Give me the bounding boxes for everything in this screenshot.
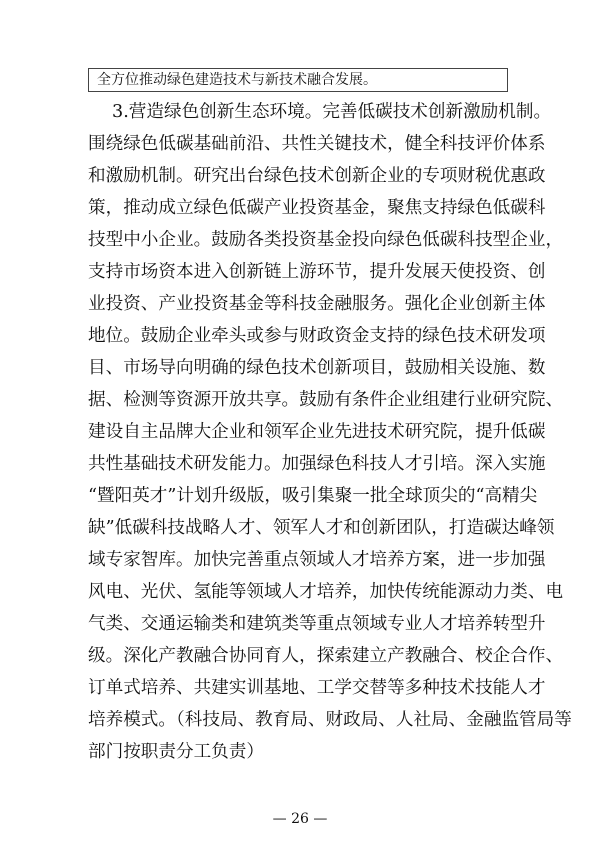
paragraph-line: 气类、交通运输类和建筑类等重点领域专业人才培养转型升 bbox=[88, 614, 546, 634]
paragraph-line: 地位。鼓励企业牵头或参与财政资金支持的绿色技术研发项 bbox=[88, 326, 546, 346]
body-paragraph bbox=[88, 96, 572, 768]
paragraph-line: 缺”低碳科技战略人才、领军人才和创新团队，打造碳达峰领 bbox=[88, 518, 555, 538]
paragraph-line: 订单式培养、共建实训基地、工学交替等多种技术技能人才 bbox=[88, 678, 546, 698]
paragraph-line: 共性基础技术研发能力。加强绿色科技人才引培。深入实施 bbox=[88, 454, 546, 474]
paragraph-line: 风电、光伏、氢能等领域人才培养，加快传统能源动力类、电 bbox=[88, 582, 564, 602]
page-number: — 26 — bbox=[272, 811, 328, 827]
paragraph-line: “暨阳英才”计划升级版，吸引集聚一批全球顶尖的“高精尖 bbox=[88, 486, 538, 506]
paragraph-line: 据、检测等资源开放共享。鼓励有条件企业组建行业研究院、 bbox=[88, 390, 564, 410]
paragraph-line: 目、市场导向明确的绿色技术创新项目，鼓励相关设施、数 bbox=[88, 358, 546, 378]
paragraph-line: 围绕绿色低碳基础前沿、共性关键技术，健全科技评价体系 bbox=[88, 134, 546, 154]
boxed-text-line: 全方位推动绿色建造技术与新技术融合发展。 bbox=[88, 68, 508, 92]
paragraph-line: 支持市场资本进入创新链上游环节，提升发展天使投资、创 bbox=[88, 262, 546, 282]
paragraph-line: 级。深化产教融合协同育人，探索建立产教融合、校企合作、 bbox=[88, 646, 564, 666]
paragraph-line: 域专家智库。加快完善重点领域人才培养方案，进一步加强 bbox=[88, 550, 546, 570]
paragraph-line: 建设自主品牌大企业和领军企业先进技术研究院，提升低碳 bbox=[88, 422, 546, 442]
paragraph-line: 业投资、产业投资基金等科技金融服务。强化企业创新主体 bbox=[88, 294, 546, 314]
paragraph-line: 部门按职责分工负责） bbox=[88, 742, 264, 762]
paragraph-line: 和激励机制。研究出台绿色技术创新企业的专项财税优惠政 bbox=[88, 166, 546, 186]
paragraph-line: 策，推动成立绿色低碳产业投资基金，聚焦支持绿色低碳科 bbox=[88, 198, 546, 218]
paragraph-line: 3.营造绿色创新生态环境。完善低碳技术创新激励机制。 bbox=[112, 102, 552, 122]
paragraph-line: 技型中小企业。鼓励各类投资基金投向绿色低碳科技型企业， bbox=[88, 230, 564, 250]
paragraph-line: 培养模式。（科技局、教育局、财政局、人社局、金融监管局等 bbox=[88, 710, 572, 730]
